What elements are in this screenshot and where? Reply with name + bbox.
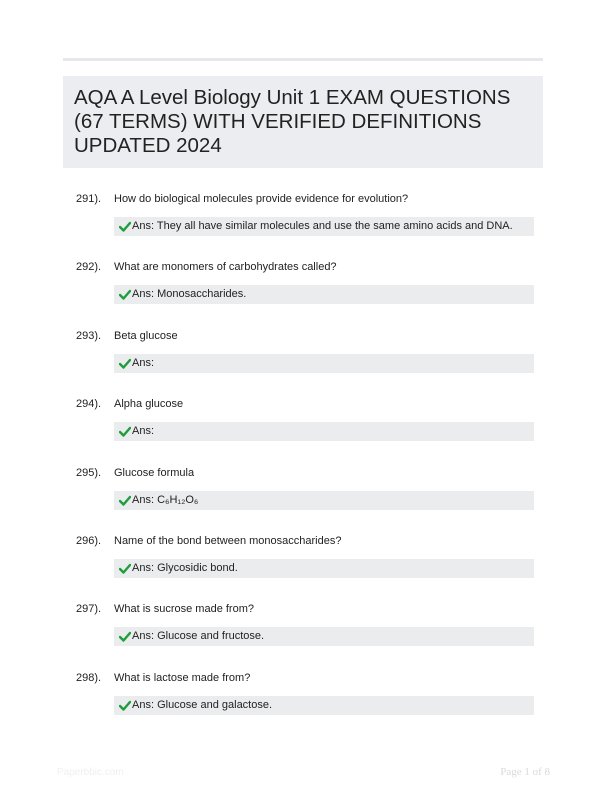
question-number: 296). [76, 535, 102, 547]
document-title: AQA A Level Biology Unit 1 EXAM QUESTIONS (67 TERMS) WITH VERIFIED DEFINITIONS UPDATED 2024 [74, 86, 511, 157]
qa-item [0, 398, 606, 458]
question-number: 292). [76, 261, 102, 274]
question-number: 294). [76, 398, 102, 411]
answer-text: Ans: They all have similar molecules and use the same amino acids and DNA. [132, 220, 513, 232]
question-text: Beta glucose [114, 329, 178, 342]
question-number: 297). [76, 603, 102, 616]
qa-item [0, 535, 606, 595]
qa-item [0, 672, 606, 732]
answer-box [114, 354, 534, 373]
check-icon [119, 631, 131, 642]
check-icon [119, 358, 131, 369]
answer-box [114, 696, 534, 715]
question-text: How do biological molecules provide evidence for evolution? [114, 193, 409, 205]
answer-text: Ans: Glycosidic bond. [132, 562, 238, 574]
question-text: Glucose formula [114, 466, 195, 479]
check-icon [119, 426, 131, 437]
answer-text: Ans: Glucose and fructose. [132, 630, 265, 643]
question-text: What are monomers of carbohydrates called? [114, 261, 337, 274]
page-indicator: Page 1 of 8 [500, 766, 550, 778]
question-number: 291). [76, 193, 102, 205]
answer-text: Ans: C₆H₁₂O₆ [132, 493, 199, 506]
footer-watermark: Paperbbic.com [57, 767, 124, 778]
qa-item [0, 603, 606, 663]
question-text: What is lactose made from? [114, 671, 251, 684]
qa-item [0, 467, 606, 527]
answer-box [114, 491, 534, 510]
answer-box [114, 285, 534, 304]
qa-item [0, 193, 606, 253]
answer-text: Ans: [132, 356, 155, 369]
answer-text: Ans: [132, 425, 155, 438]
answer-text: Ans: Monosaccharides. [132, 288, 247, 301]
qa-item [0, 330, 606, 390]
answer-box [114, 559, 534, 578]
qa-item [0, 261, 606, 321]
check-icon [119, 700, 131, 711]
answer-box [114, 217, 534, 236]
question-number: 295). [76, 466, 102, 479]
question-number: 293). [76, 329, 102, 342]
question-text: Name of the bond between monosaccharides? [114, 535, 342, 547]
top-divider [63, 58, 543, 61]
answer-text: Ans: Glucose and galactose. [132, 698, 273, 711]
answer-box [114, 627, 534, 646]
question-text: Alpha glucose [114, 398, 184, 411]
question-number: 298). [76, 671, 102, 684]
check-icon [119, 563, 131, 574]
question-text: What is sucrose made from? [114, 603, 254, 616]
check-icon [119, 289, 131, 300]
check-icon [119, 221, 131, 232]
answer-box [114, 422, 534, 441]
check-icon [119, 495, 131, 506]
title-banner [63, 76, 543, 168]
